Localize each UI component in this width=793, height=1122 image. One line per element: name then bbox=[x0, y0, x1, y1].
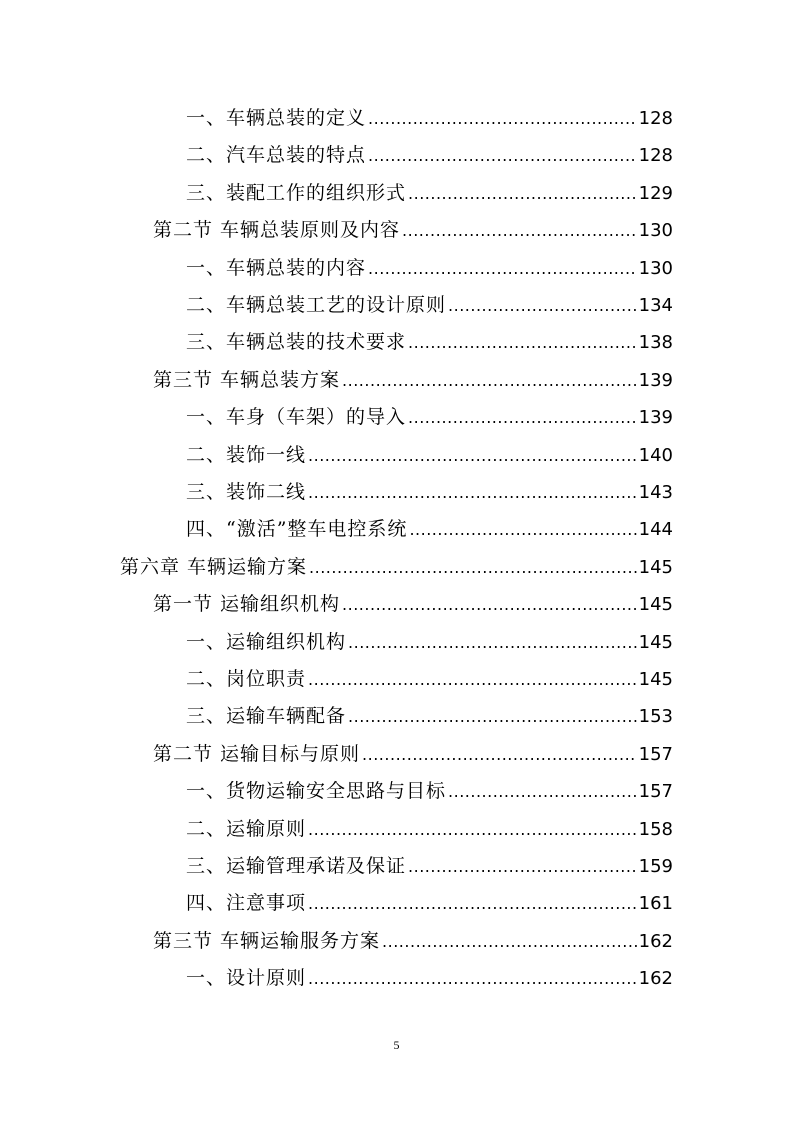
toc-dot-leader bbox=[348, 624, 637, 661]
toc-entry-title: 二、汽车总装的特点 bbox=[186, 144, 367, 167]
toc-entry[interactable] bbox=[186, 100, 673, 137]
toc-entry-page-number: 162 bbox=[638, 968, 673, 990]
toc-entry-page-number: 159 bbox=[638, 856, 673, 877]
toc-entry[interactable] bbox=[186, 511, 673, 548]
toc-entry-page-number: 129 bbox=[638, 182, 673, 204]
toc-dot-leader bbox=[308, 811, 637, 848]
toc-entry-page-number: 130 bbox=[638, 257, 673, 279]
toc-entry-page-number: 143 bbox=[638, 482, 673, 503]
toc-entry-title: 第六章 车辆运输方案 bbox=[120, 555, 308, 578]
toc-entry[interactable] bbox=[186, 137, 673, 174]
toc-entry-page-number: 134 bbox=[638, 295, 673, 316]
toc-entry-title: 一、设计原则 bbox=[186, 967, 307, 990]
toc-entry[interactable] bbox=[186, 399, 673, 436]
toc-entry-title: 一、货物运输安全思路与目标 bbox=[186, 780, 447, 803]
toc-entry-page-number: 144 bbox=[638, 519, 673, 541]
toc-entry-title: 一、车身（车架）的导入 bbox=[186, 406, 407, 429]
toc-entry[interactable] bbox=[186, 960, 673, 997]
toc-dot-leader bbox=[408, 848, 637, 885]
toc-dot-leader bbox=[362, 736, 637, 773]
toc-entry-page-number: 145 bbox=[638, 594, 673, 616]
toc-entry[interactable] bbox=[153, 736, 673, 773]
toc-dot-leader bbox=[308, 474, 637, 511]
toc-entry[interactable] bbox=[186, 324, 673, 361]
toc-entry-title: 三、运输管理承诺及保证 bbox=[186, 855, 407, 877]
toc-entry-page-number: 140 bbox=[638, 444, 673, 466]
toc-entry-page-number: 157 bbox=[638, 743, 673, 765]
toc-entry-page-number: 145 bbox=[638, 556, 673, 578]
toc-dot-leader bbox=[448, 287, 637, 324]
toc-entry-page-number: 153 bbox=[638, 706, 673, 728]
toc-entry-title: 三、装配工作的组织形式 bbox=[186, 181, 407, 204]
toc-entry-title: 二、岗位职责 bbox=[186, 668, 307, 690]
toc-entry-title: 四、“激活”整车电控系统 bbox=[186, 518, 408, 541]
toc-entry[interactable] bbox=[186, 250, 673, 287]
toc-dot-leader bbox=[308, 661, 637, 698]
toc-entry-page-number: 128 bbox=[638, 145, 673, 167]
toc-entry-page-number: 128 bbox=[638, 108, 673, 129]
toc-entry-page-number: 157 bbox=[638, 781, 673, 803]
toc-entry[interactable] bbox=[186, 848, 673, 885]
toc-entry[interactable] bbox=[120, 549, 673, 586]
toc-entry-page-number: 162 bbox=[638, 930, 673, 952]
toc-entry-page-number: 139 bbox=[638, 369, 673, 391]
toc-dot-leader bbox=[348, 698, 637, 735]
toc-entry[interactable] bbox=[186, 698, 673, 735]
toc-entry[interactable] bbox=[153, 212, 673, 249]
toc-entry-title: 第二节 运输目标与原则 bbox=[153, 742, 361, 765]
toc-entry-title: 三、运输车辆配备 bbox=[186, 705, 347, 728]
toc-entry-title: 一、运输组织机构 bbox=[186, 630, 347, 653]
page-number: 5 bbox=[393, 1038, 400, 1052]
toc-entry-title: 第三节 车辆总装方案 bbox=[153, 368, 341, 391]
toc-entry[interactable] bbox=[153, 923, 673, 960]
toc-dot-leader bbox=[409, 511, 636, 548]
toc-dot-leader bbox=[368, 250, 637, 287]
toc-entry-title: 四、注意事项 bbox=[186, 892, 307, 915]
toc-dot-leader bbox=[308, 437, 637, 474]
toc-dot-leader bbox=[448, 773, 637, 810]
toc-entry-page-number: 145 bbox=[638, 631, 673, 653]
toc-entry-page-number: 138 bbox=[638, 332, 673, 354]
toc-dot-leader bbox=[368, 137, 637, 174]
toc-entry[interactable] bbox=[186, 175, 673, 212]
toc-entry[interactable] bbox=[153, 586, 673, 623]
toc-entry[interactable] bbox=[186, 287, 673, 324]
toc-entry-page-number: 130 bbox=[638, 220, 673, 242]
toc-entry-page-number: 139 bbox=[638, 407, 673, 429]
toc-entry[interactable] bbox=[186, 661, 673, 698]
toc-entry[interactable] bbox=[153, 362, 673, 399]
toc-dot-leader bbox=[368, 100, 637, 137]
toc-dot-leader bbox=[408, 399, 637, 436]
toc-entry[interactable] bbox=[186, 811, 673, 848]
toc-entry-title: 二、装饰一线 bbox=[186, 443, 307, 466]
toc-dot-leader bbox=[308, 885, 637, 922]
toc-dot-leader bbox=[408, 324, 637, 361]
toc-entry[interactable] bbox=[186, 773, 673, 810]
toc-entry-title: 一、车辆总装的内容 bbox=[186, 256, 367, 279]
toc-entry-title: 三、装饰二线 bbox=[186, 481, 307, 503]
toc-entry-title: 第三节 车辆运输服务方案 bbox=[153, 929, 381, 952]
toc-entry[interactable] bbox=[186, 437, 673, 474]
toc-entry-title: 三、车辆总装的技术要求 bbox=[186, 331, 407, 354]
toc-entry[interactable] bbox=[186, 885, 673, 922]
toc-entry-page-number: 145 bbox=[638, 669, 673, 690]
toc-dot-leader bbox=[402, 212, 637, 249]
toc-entry-title: 二、运输原则 bbox=[186, 817, 307, 840]
toc-entry[interactable] bbox=[186, 474, 673, 511]
toc-dot-leader bbox=[408, 175, 637, 212]
toc-entry-title: 第二节 车辆总装原则及内容 bbox=[153, 219, 401, 242]
toc-entry-title: 第一节 运输组织机构 bbox=[153, 593, 341, 616]
toc-entry[interactable] bbox=[186, 624, 673, 661]
toc-dot-leader bbox=[308, 960, 637, 997]
toc-dot-leader bbox=[342, 586, 637, 623]
toc-entry-title: 二、车辆总装工艺的设计原则 bbox=[186, 294, 447, 316]
toc-dot-leader bbox=[382, 923, 637, 960]
toc-dot-leader bbox=[309, 549, 637, 586]
toc-entry-page-number: 161 bbox=[638, 893, 673, 915]
toc-entry-page-number: 158 bbox=[638, 818, 673, 840]
toc-dot-leader bbox=[342, 362, 637, 399]
toc-entry-title: 一、车辆总装的定义 bbox=[186, 107, 367, 129]
